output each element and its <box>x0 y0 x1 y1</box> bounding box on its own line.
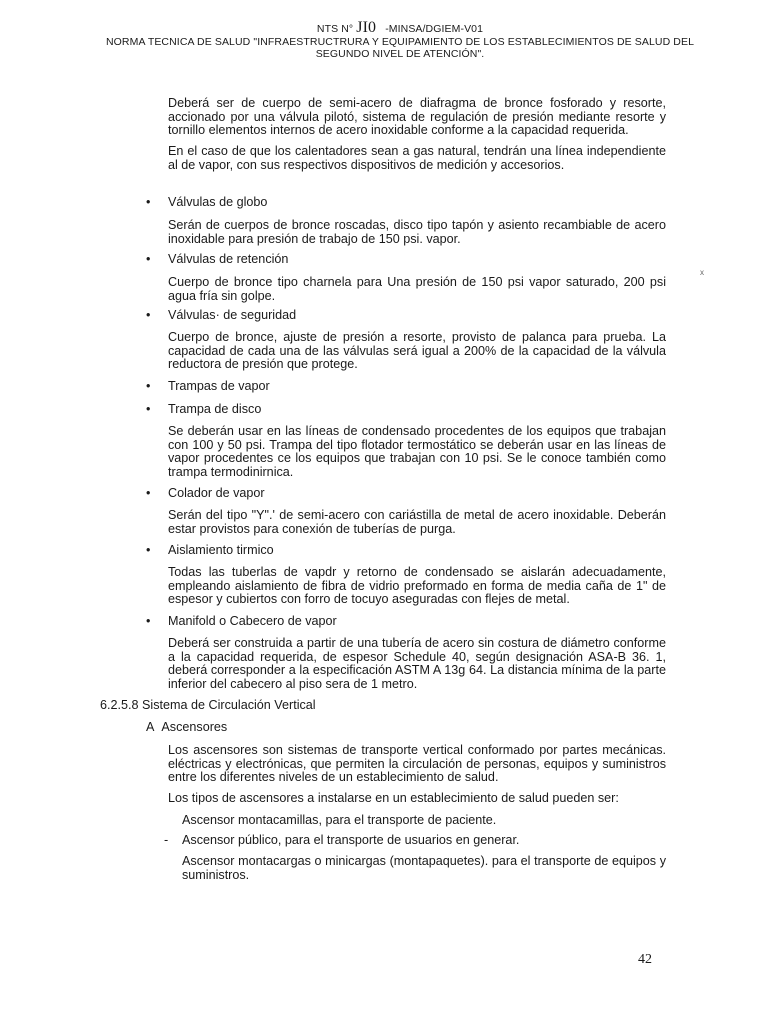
paragraph-steam-strainer: Serán del tipo "Y".' de semi-acero con cariástilla de metal de acero inoxidable. Deberán estar provistos para conexión de tuberías de purga. <box>168 508 666 536</box>
bullet-label: Válvulas de retención <box>168 252 289 266</box>
subsection-letter: A <box>146 720 155 734</box>
bullet-icon: • <box>146 308 151 322</box>
subsection-title: Ascensores <box>161 720 228 734</box>
bullet-label: Trampa de disco <box>168 402 262 416</box>
paragraph-check-valves: Cuerpo de bronce tipo charnela para Una presión de 150 psi vapor saturado, 200 psi agua fría sin golpe. <box>168 275 666 303</box>
paragraph-elevator-types: Los tipos de ascensores a instalarse en un establecimiento de salud pueden ser: <box>168 791 619 805</box>
bullet-label: Trampas de vapor <box>168 379 270 393</box>
bullet-icon: • <box>146 402 151 416</box>
list-item-public-elevator: Ascensor público, para el transporte de usuarios en generar. <box>182 833 520 847</box>
bullet-icon: • <box>146 486 151 500</box>
header-code-prefix: NTS N° <box>316 23 354 35</box>
header-title-line2: SEGUNDO NIVEL DE ATENCIÓN". <box>315 48 485 60</box>
bullet-icon: • <box>146 543 151 557</box>
bullet-icon: • <box>146 195 151 209</box>
paragraph-disc-trap: Se deberán usar en las líneas de condensado procedentes de los equipos que trabajan con 100 y 50 psi. Trampa del tipo flotador termostático se deberán usar en las líneas de vapor procedentes ce los equipos que trabajan con 10 psi. Se le conoce también como trampa termodinirnica. <box>168 424 666 479</box>
paragraph-manifold: Deberá ser construida a partir de una tubería de acero sin costura de diámetro conforme a la capacidad requerida, de espesor Schedule 40, según designación ASA-B 36. 1, deberá corresponder a la especificación ASTM A 13g 64. La distancia mínima de la parte inferior del cabecero al piso sera de 1 metro. <box>168 636 666 691</box>
bullet-label: Aislamiento tirmico <box>168 543 274 557</box>
bullet-label: Válvulas de globo <box>168 195 268 209</box>
header-code-suffix: -MINSA/DGIEM-V01 <box>385 23 484 35</box>
paragraph-thermal-insulation: Todas las tuberlas de vapdr y retorno de condensado se aislarán adecuadamente, empleando aislamiento de fibra de vidrio preformado en forma de media caña de 1" de espesor y cubiertos con forro de tocuyo aseguradas con flejes de metal. <box>168 565 666 607</box>
document-header <box>60 19 740 61</box>
bullet-icon: • <box>146 379 151 393</box>
list-item-freight-elevator: Ascensor montacargas o minicargas (montapaquetes). para el transporte de equipos y suministros. <box>182 854 666 882</box>
header-code-line <box>60 19 740 36</box>
page-number: 42 <box>638 952 652 967</box>
section-heading: 6.2.5.8 Sistema de Circulación Vertical <box>100 698 316 712</box>
subsection-heading <box>146 721 227 735</box>
list-item-stretcher-elevator: Ascensor montacamillas, para el transporte de paciente. <box>182 813 497 827</box>
bullet-label: Válvulas· de seguridad <box>168 308 297 322</box>
paragraph-elevators: Los ascensores son sistemas de transporte vertical conformado por partes mecánicas. eléctricas y electrónicas, que permiten la circulación de personas, equipos y suministros entre los diferentes niveles de un establecimiento de salud. <box>168 743 666 785</box>
bullet-icon: • <box>146 252 151 266</box>
header-code-number: JI0 <box>356 19 377 36</box>
bullet-label: Colador de vapor <box>168 486 265 500</box>
list-dash: - <box>164 833 169 847</box>
bullet-icon: • <box>146 614 151 628</box>
header-title-line1: NORMA TECNICA DE SALUD "INFRAESTRUCTRURA Y EQUIPAMIENTO DE LOS ESTABLECIMIENTOS DE SALUD DEL <box>105 35 695 48</box>
bullet-label: Manifold o Cabecero de vapor <box>168 614 337 628</box>
paragraph-valve-body: Deberá ser de cuerpo de semi-acero de diafragma de bronce fosforado y resorte, accionado por una válvula pilotó, sistema de regulación de presión mediante resorte y tornillo elementos internos de acero inoxidable conforme a la capacidad requerida. <box>168 96 666 138</box>
paragraph-gas-heaters: En el caso de que los calentadores sean a gas natural, tendrán una línea independiente al de vapor, con sus respectivos dispositivos de medición y accesorios. <box>168 144 666 172</box>
paragraph-globe-valves: Serán de cuerpos de bronce roscadas, disco tipo tapón y asiento recambiable de acero inoxidable para presión de trabajo de 150 psi. vapor. <box>168 218 666 246</box>
paragraph-safety-valves: Cuerpo de bronce, ajuste de presión a resorte, provisto de palanca para prueba. La capacidad de cada una de las válvulas será igual a 200% de la capacidad de la válvula reductora de presión que protege. <box>168 330 666 372</box>
margin-mark: x <box>700 268 704 277</box>
